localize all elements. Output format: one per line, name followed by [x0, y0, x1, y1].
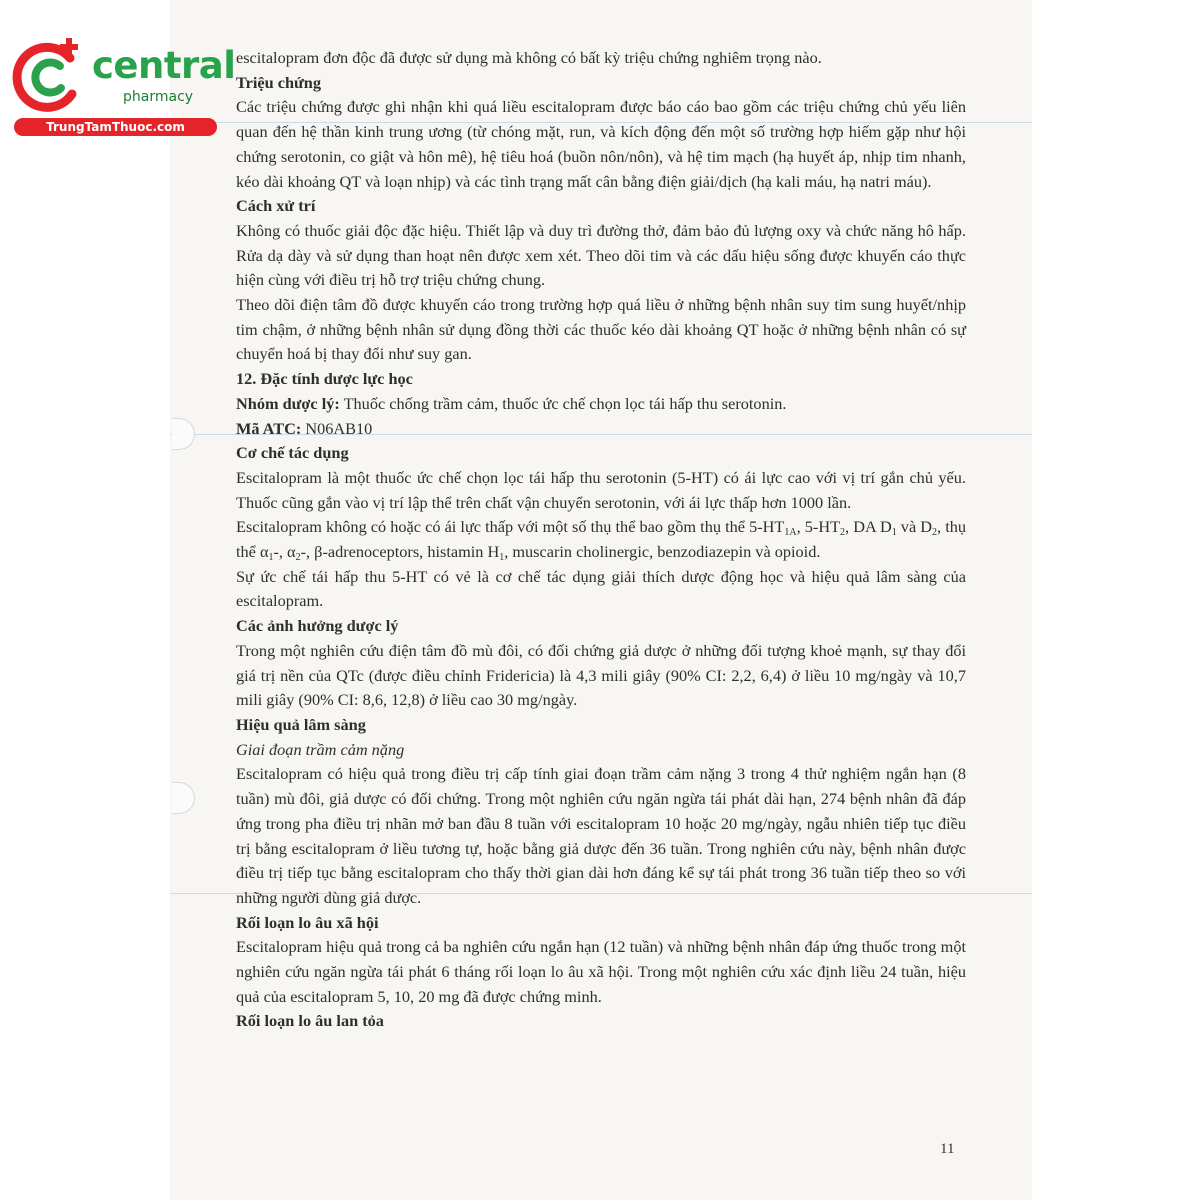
text-run: , 5-HT: [796, 517, 841, 537]
paragraph: escitalopram đơn độc đã được sử dụng mà không có bất kỳ triệu chứng nghiêm trọng nào.: [236, 48, 822, 67]
text-run: -, β-adrenoceptors, histamin H: [300, 542, 500, 562]
heading-treatment: Cách xử trí: [236, 196, 316, 216]
subscript: 2: [295, 552, 301, 564]
paragraph-symptoms: Các triệu chứng được ghi nhận khi quá liều escitalopram được báo cáo bao gồm các triệu chứng chủ yếu liên quan đến hệ thần kinh trung ương (từ chóng mặt, run, và kích động đến một số trường hợp hiếm gặp như hội chứng serotonin, co giật và hôn mê), hệ tiêu hoá (buồn nôn/nôn), và hệ tim mạch (hạ huyết áp, nhịp tim nhanh, kéo dài khoảng QT và loạn nhịp) và các tình trạng mất cân bằng điện giải/dịch (hạ kali máu, hạ natri máu).: [236, 97, 966, 191]
subscript: 1: [499, 552, 505, 564]
paragraph-major-depression: Escitalopram có hiệu quả trong điều trị cấp tính giai đoạn trầm cảm nặng 3 trong 4 thử nghiệm ngắn hạn (8 tuần) mù đôi, giả dược có đối chứng. Trong một nghiên cứu ngăn ngừa tái phát dài hạn, 274 bệnh nhân đã đáp ứng trong pha điều trị nhãn mở ban đầu 8 tuần với escitalopram 10 hoặc 20 mg/ngày, ngẫu nhiên tiếp tục điều trị bằng escitalopram ở liều tương tự, hoặc bằng giả dược đến 36 tuần. Trong nghiên cứu này, bệnh nhân được điều trị tiếp tục bằng escitalopram cho thấy thời gian dài hơn đáng kể sự tái phát trong 36 tuần tiếp theo so với những người dùng giả dược.: [236, 764, 966, 907]
text-run: -, α: [273, 542, 296, 562]
page-number: 11: [940, 1141, 955, 1157]
logo-name: central: [92, 44, 236, 87]
group-value: Thuốc chống trầm cảm, thuốc ức chế chọn lọc tái hấp thu serotonin.: [339, 393, 787, 413]
text-run: , DA D: [845, 517, 892, 537]
heading-generalized-anxiety: Rối loạn lo âu lan tỏa: [236, 1011, 384, 1031]
heading-social-anxiety: Rối loạn lo âu xã hội: [236, 912, 379, 932]
subscript: 1: [268, 552, 274, 564]
pharmacy-cross-icon: [8, 36, 88, 116]
subscript: 2: [840, 527, 846, 539]
logo-banner: TrungTamThuoc.com: [14, 118, 217, 136]
subscript: 1: [891, 527, 897, 539]
heading-clinical-efficacy: Hiệu quả lâm sàng: [236, 714, 366, 734]
paragraph-receptors: [236, 515, 966, 564]
document-text: [236, 46, 966, 1034]
heading-mechanism: Cơ chế tác dụng: [236, 443, 349, 463]
paragraph-pd-effects: Trong một nghiên cứu điện tâm đồ mù đôi, có đối chứng giả dược ở những đối tượng khoẻ mạnh, sự thay đổi giá trị nền của QTc (được điều chỉnh Fridericia) là 4,3 mili giây (90% CI: 2,2, 6,4) ở liều 10 mg/ngày và 10,7 mili giây (90% CI: 8,6, 12,8) ở liều cao 30 mg/ngày.: [236, 640, 966, 710]
heading-symptoms: Triệu chứng: [236, 72, 321, 92]
text-run: và D: [896, 517, 933, 537]
paragraph-mechanism: Escitalopram là một thuốc ức chế chọn lọc tái hấp thu serotonin (5-HT) có ái lực cao với vị trí gắn chủ yếu. Thuốc cũng gắn vào vị trí lập thể trên chất vận chuyển serotonin, với ái lực thấp hơn 1000 lần.: [236, 467, 966, 512]
group-label: Nhóm dược lý:: [236, 393, 340, 413]
logo-subtitle: pharmacy: [123, 89, 194, 105]
paragraph-mechanism: Sự ức chế tái hấp thu 5-HT có vẻ là cơ chế tác dụng giải thích dược động học và hiệu quả lâm sàng của escitalopram.: [236, 566, 966, 611]
paragraph-social-anxiety: Escitalopram hiệu quả trong cả ba nghiên cứu ngắn hạn (12 tuần) và những bệnh nhân đáp ứng thuốc trong một nghiên cứu ngăn ngừa tái phát 6 tháng rối loạn lo âu xã hội. Trong một nghiên cứu xác định liều 24 tuần, hiệu quả của escitalopram 5, 10, 20 mg đã được chứng minh.: [236, 937, 966, 1006]
paragraph-treatment: Theo dõi điện tâm đồ được khuyến cáo trong trường hợp quá liều ở những bệnh nhân suy tim sung huyết/nhịp tim chậm, ở những bệnh nhân sử dụng đồng thời các thuốc kéo dài khoảng QT hoặc ở những bệnh nhân có sự chuyển hoá bị thay đổi như suy gan.: [236, 295, 966, 364]
paragraph-treatment: Không có thuốc giải độc đặc hiệu. Thiết lập và duy trì đường thở, đảm bảo đủ lượng oxy và chức năng hô hấp. Rửa dạ dày và sử dụng than hoạt nên được xem xét. Theo dõi tim và các dấu hiệu sống được khuyến cáo thực hiện cùng với điều trị hỗ trợ triệu chứng chung.: [236, 220, 966, 290]
subscript: 2: [932, 527, 938, 539]
atc-value: N06AB10: [301, 418, 373, 438]
subscript: 1A: [784, 527, 797, 539]
pharmacologic-group: [236, 392, 966, 417]
text-run: , muscarin cholinergic, benzodiazepin và opioid.: [504, 542, 821, 562]
text-run: , thụ thể α: [236, 517, 967, 562]
text-run: Escitalopram không có hoặc có ái lực thấp với một số thụ thể bao gồm thụ thể 5-HT: [236, 517, 785, 537]
atc-label: Mã ATC:: [236, 418, 302, 438]
subheading-major-depression: Giai đoạn trầm cảm nặng: [236, 739, 405, 759]
atc-code: [236, 417, 966, 442]
heading-pd-effects: Các ảnh hưởng dược lý: [236, 616, 399, 636]
central-pharmacy-logo: [8, 36, 236, 136]
heading-section-12: 12. Đặc tính dược lực học: [236, 369, 413, 389]
